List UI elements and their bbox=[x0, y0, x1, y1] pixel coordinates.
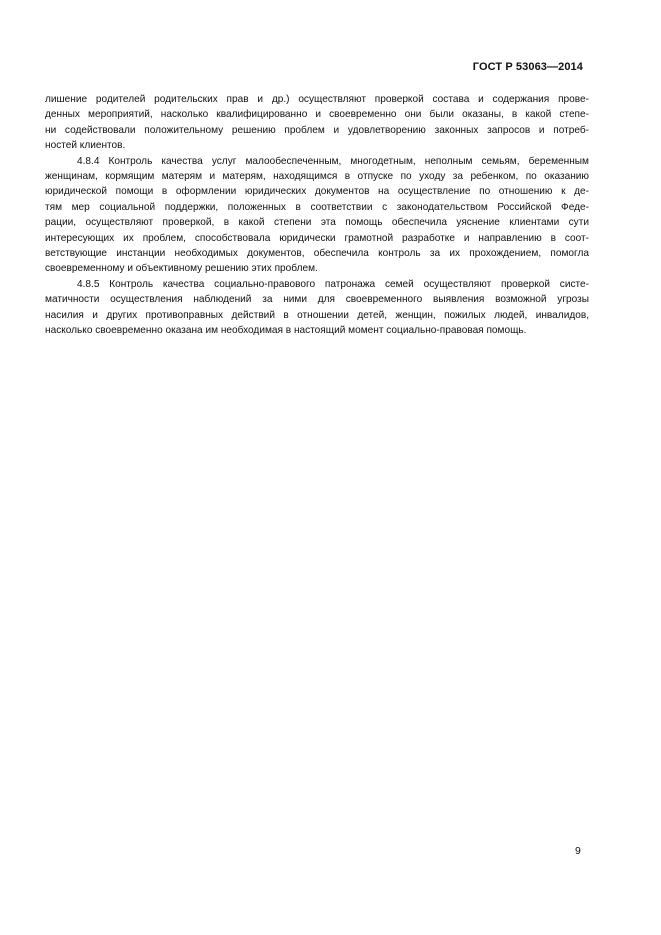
standard-header: ГОСТ Р 53063—2014 bbox=[472, 61, 583, 73]
text-line: матичности осуществления наблюдений за ними для своевременного выявления возможной угрозы bbox=[45, 294, 589, 306]
body-text bbox=[45, 92, 589, 339]
text-line: ностей клиентов. bbox=[45, 140, 126, 152]
text-line: своевременному и объективному решению этих проблем. bbox=[45, 263, 318, 275]
text-line: денных мероприятий, насколько квалифицированно и своевременно они были оказаны, в какой степе- bbox=[45, 109, 589, 121]
text-line: юридической помощи в оформлении юридических документов на осуществление по отношению к де- bbox=[45, 186, 589, 198]
text-line: насилия и других противоправных действий в отношении детей, женщин, пожилых людей, инвалидов, bbox=[45, 309, 589, 321]
text-line: ни содействовали положительному решению проблем и удовлетворению законных запросов и потреб- bbox=[45, 124, 589, 136]
text-line: 4.8.4 Контроль качества услуг малообеспеченным, многодетным, неполным семьям, беременным bbox=[77, 155, 589, 167]
text-line: рации, осуществляют проверкой, в какой степени эта помощь обеспечила уяснение клиентами сути bbox=[45, 217, 589, 229]
text-line: насколько своевременно оказана им необходимая в настоящий момент социально-правовая помощь. bbox=[45, 325, 527, 337]
text-line: интересующих их проблем, способствовала юридически грамотной разработке и направлению в соот- bbox=[45, 232, 589, 244]
text-line: ветствующие инстанции необходимых документов, обеспечила контроль за их прохождением, помогла bbox=[45, 248, 589, 260]
text-line: женщинам, кормящим матерям и матерям, находящимся в отпуске по уходу за ребенком, по оказанию bbox=[45, 171, 589, 183]
text-line: 4.8.5 Контроль качества социально-правового патронажа семей осуществляют проверкой систе- bbox=[77, 278, 589, 290]
text-line: лишение родителей родительских прав и др.) осуществляют проверкой состава и содержания прове- bbox=[45, 94, 589, 105]
text-line: тям мер социальной поддержки, положенных в соответствии с законодательством Российской Феде- bbox=[45, 201, 589, 213]
page-number: 9 bbox=[575, 845, 581, 857]
